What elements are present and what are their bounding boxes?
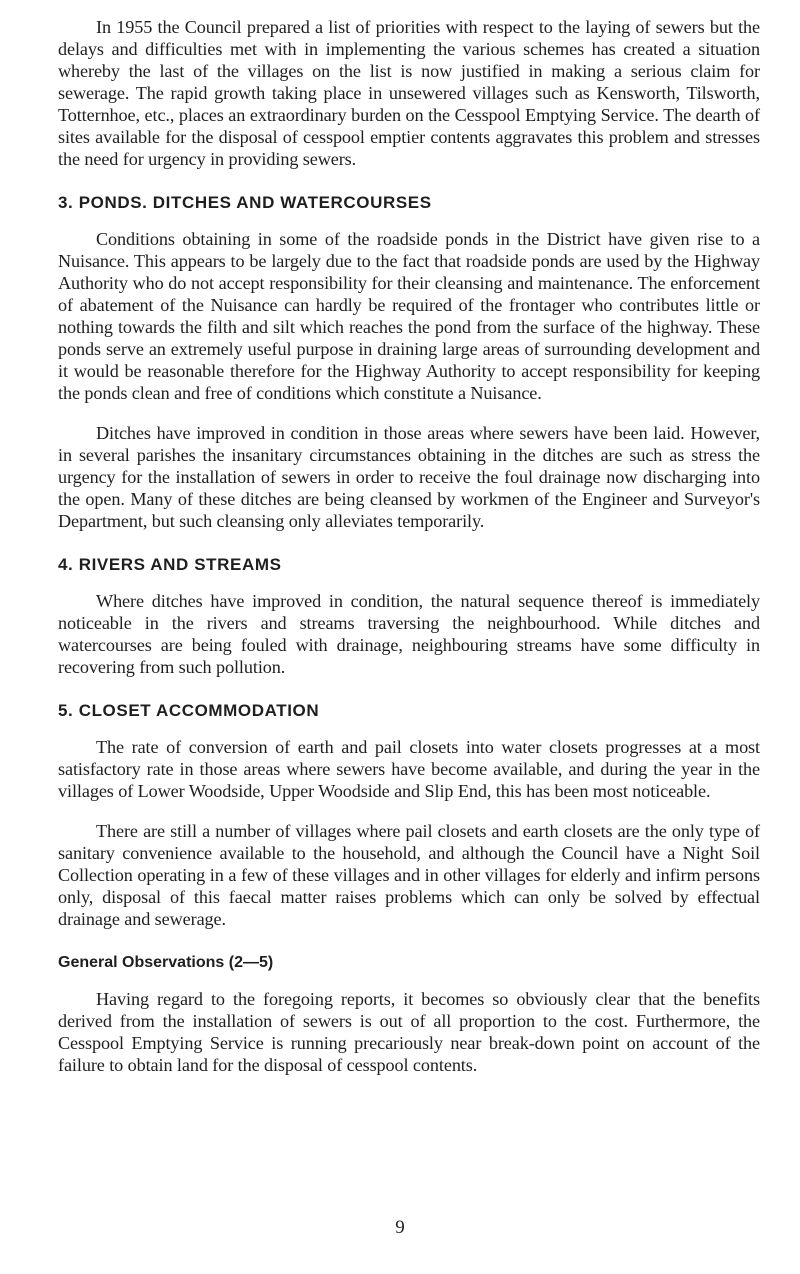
page-number: 9 (395, 1217, 405, 1238)
general-observations-paragraph: Having regard to the foregoing reports, it becomes so obviously clear that the benefits derived from the installation of sewers is out of all proportion to the cost. Furthermore, the Cesspool Emptying Service is running precariously near break-down point on account of the failure to obtain land for the disposal of cesspool contents. (58, 989, 760, 1075)
closets-paragraph-2: There are still a number of villages where pail closets and earth closets are the only type of sanitary convenience available to the household, and although the Council have a Night Soil Collection operating in a few of these villages and in other villages for elderly and infirm persons only, disposal of this faecal matter raises problems which can only be solved by effectual drainage and sewerage. (58, 821, 760, 929)
ponds-paragraph-2: Ditches have improved in condition in those areas where sewers have been laid. However, in several parishes the insanitary circumstances obtaining in the ditches are such as stress the urgency for the installation of sewers in order to receive the foul drainage now discharging into the open. Many of these ditches are being cleansed by workmen of the Engineer and Surveyor's Department, but such cleansing only alleviates temporarily. (58, 423, 760, 531)
ponds-paragraph-1: Conditions obtaining in some of the roadside ponds in the District have given rise to a Nuisance. This appears to be largely due to the fact that roadside ponds are used by the Highway Authority who do not accept responsibility for their cleansing and maintenance. The enforcement of abatement of the Nuisance can hardly be required of the frontager who contributes little or nothing towards the filth and silt which reaches the pond from the surface of the highway. These ponds serve an extremely useful purpose in draining large areas of surrounding development and it would be reasonable therefore for the Highway Authority to accept responsibility for keeping the ponds clean and free of conditions which constitute a Nuisance. (58, 229, 760, 403)
section-heading-ponds: 3. PONDS. DITCHES AND WATERCOURSES (58, 193, 432, 212)
section-heading-rivers: 4. RIVERS AND STREAMS (58, 555, 282, 574)
intro-paragraph: In 1955 the Council prepared a list of priorities with respect to the laying of sewers but the delays and difficulties met with in implementing the various schemes has created a situation whereby the last of the villages on the list is now justified in making a serious claim for sewerage. The rapid growth taking place in unsewered villages such as Kensworth, Tilsworth, Totternhoe, etc., places an extraordinary burden on the Cesspool Emptying Service. The dearth of sites available for the disposal of cesspool emptier contents aggravates this problem and stresses the need for urgency in providing sewers. (58, 17, 760, 169)
section-heading-closets: 5. CLOSET ACCOMMODATION (58, 701, 320, 720)
general-observations-heading: General Observations (2—5) (58, 954, 274, 971)
document-page (58, 16, 760, 1076)
rivers-paragraph-1: Where ditches have improved in condition, the natural sequence thereof is immediately noticeable in the rivers and streams traversing the neighbourhood. While ditches and watercourses are being fouled with drainage, neighbouring streams have some difficulty in recovering from such pollution. (58, 591, 760, 677)
closets-paragraph-1: The rate of conversion of earth and pail closets into water closets progresses at a most satisfactory rate in those areas where sewers have become available, and during the year in the villages of Lower Woodside, Upper Woodside and Slip End, this has been most noticeable. (58, 737, 760, 801)
